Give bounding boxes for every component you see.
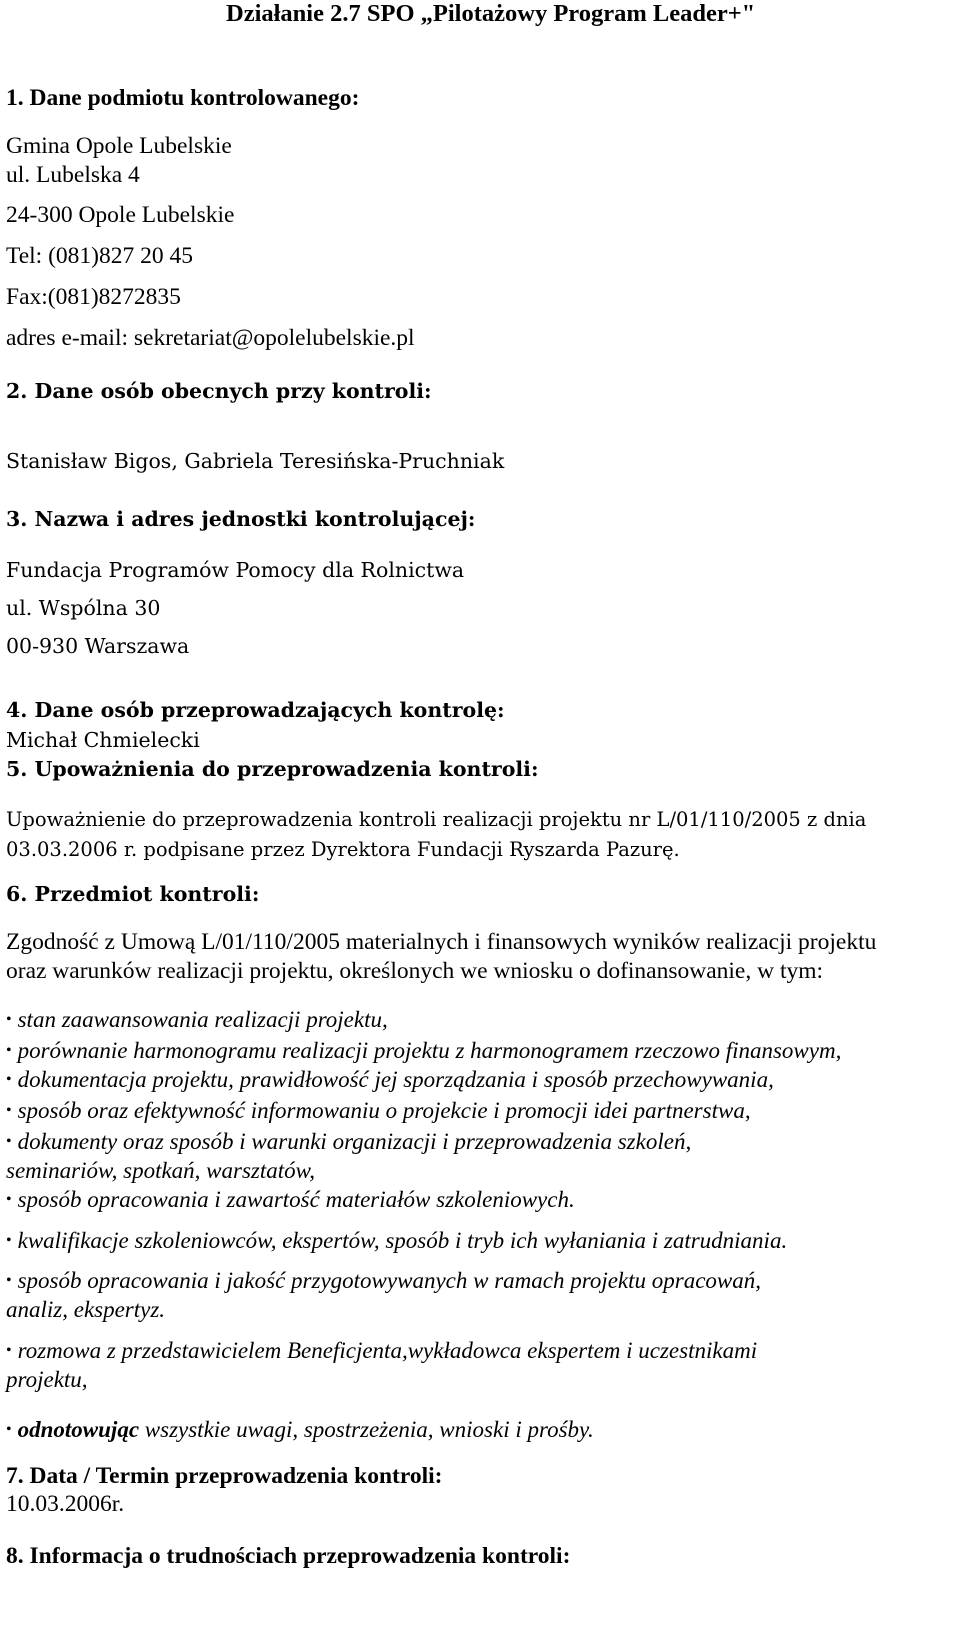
inspector-name: Michał Chmielecki: [6, 728, 200, 752]
authorization-line-2: 03.03.2006 r. podpisane przez Dyrektora Fundacji Ryszarda Pazurę.: [6, 838, 680, 861]
section-5-heading: 5. Upoważnienia do przeprowadzenia kontroli:: [6, 757, 539, 781]
bullet-icon: •: [6, 1191, 12, 1208]
document-title: Działanie 2.7 SPO „Pilotażowy Program Leader+": [226, 0, 756, 27]
inspecting-unit-street: ul. Wspólna 30: [6, 596, 161, 620]
subject-intro-line-2: oraz warunków realizacji projektu, określonych we wniosku o dofinansowanie, w tym:: [6, 958, 824, 984]
list-item: • sposób opracowania i jakość przygotowywanych w ramach projektu opracowań,: [6, 1268, 762, 1293]
inspecting-unit-city: 00-930 Warszawa: [6, 634, 190, 658]
list-item: • kwalifikacje szkoleniowców, ekspertów, sposób i tryb ich wyłaniania i zatrudniania.: [6, 1228, 788, 1253]
entity-phone: Tel: (081)827 20 45: [6, 243, 193, 269]
bullet-icon: •: [6, 1421, 12, 1438]
entity-name: Gmina Opole Lubelskie: [6, 133, 232, 159]
bullet-icon: •: [6, 1071, 12, 1088]
bullet-icon: •: [6, 1042, 12, 1059]
section-3-heading: 3. Nazwa i adres jednostki kontrolującej:: [6, 507, 476, 531]
bullet-icon: •: [6, 1133, 12, 1150]
list-item: • sposób opracowania i zawartość materiałów szkoleniowych.: [6, 1187, 575, 1212]
inspection-date: 10.03.2006r.: [6, 1491, 125, 1517]
list-item: • porównanie harmonogramu realizacji projektu z harmonogramem rzeczowo finansowym,: [6, 1038, 842, 1063]
list-item: • dokumenty oraz sposób i warunki organizacji i przeprowadzenia szkoleń,: [6, 1129, 692, 1154]
entity-city: 24-300 Opole Lubelskie: [6, 202, 235, 228]
bullet-icon: •: [6, 1232, 12, 1249]
list-item-continuation: analiz, ekspertyz.: [6, 1297, 166, 1322]
section-2-heading: 2. Dane osób obecnych przy kontroli:: [6, 379, 432, 403]
list-item: • stan zaawansowania realizacji projektu,: [6, 1007, 388, 1032]
entity-street: ul. Lubelska 4: [6, 162, 140, 188]
bullet-icon: •: [6, 1342, 12, 1359]
list-item: • dokumentacja projektu, prawidłowość jej sporządzania i sposób przechowywania,: [6, 1067, 774, 1092]
bullet-icon: •: [6, 1102, 12, 1119]
entity-email: adres e-mail: sekretariat@opolelubelskie.pl: [6, 325, 415, 351]
persons-present: Stanisław Bigos, Gabriela Teresińska-Pruchniak: [6, 449, 505, 473]
section-7-heading: 7. Data / Termin przeprowadzenia kontroli:: [6, 1463, 443, 1489]
section-6-heading: 6. Przedmiot kontroli:: [6, 882, 260, 906]
bullet-icon: •: [6, 1011, 12, 1028]
entity-fax: Fax:(081)8272835: [6, 284, 181, 310]
list-item: • sposób oraz efektywność informowaniu o projekcie i promocji idei partnerstwa,: [6, 1098, 751, 1123]
section-1-heading: 1. Dane podmiotu kontrolowanego:: [6, 85, 360, 111]
section-4-heading: 4. Dane osób przeprowadzających kontrolę:: [6, 698, 505, 722]
list-item-continuation: seminariów, spotkań, warsztatów,: [6, 1158, 316, 1183]
authorization-line-1: Upoważnienie do przeprowadzenia kontroli realizacji projektu nr L/01/110/2005 z dnia: [6, 808, 867, 831]
section-8-heading: 8. Informacja o trudnościach przeprowadzenia kontroli:: [6, 1543, 571, 1569]
subject-intro-line-1: Zgodność z Umową L/01/110/2005 materialnych i finansowych wyników realizacji projektu: [6, 929, 877, 955]
inspecting-unit-name: Fundacja Programów Pomocy dla Rolnictwa: [6, 558, 465, 582]
list-item-continuation: projektu,: [6, 1367, 88, 1392]
bullet-icon: •: [6, 1272, 12, 1289]
list-item: • odnotowując wszystkie uwagi, spostrzeżenia, wnioski i prośby.: [6, 1417, 594, 1442]
list-item: • rozmowa z przedstawicielem Beneficjenta,wykładowca ekspertem i uczestnikami: [6, 1338, 758, 1363]
